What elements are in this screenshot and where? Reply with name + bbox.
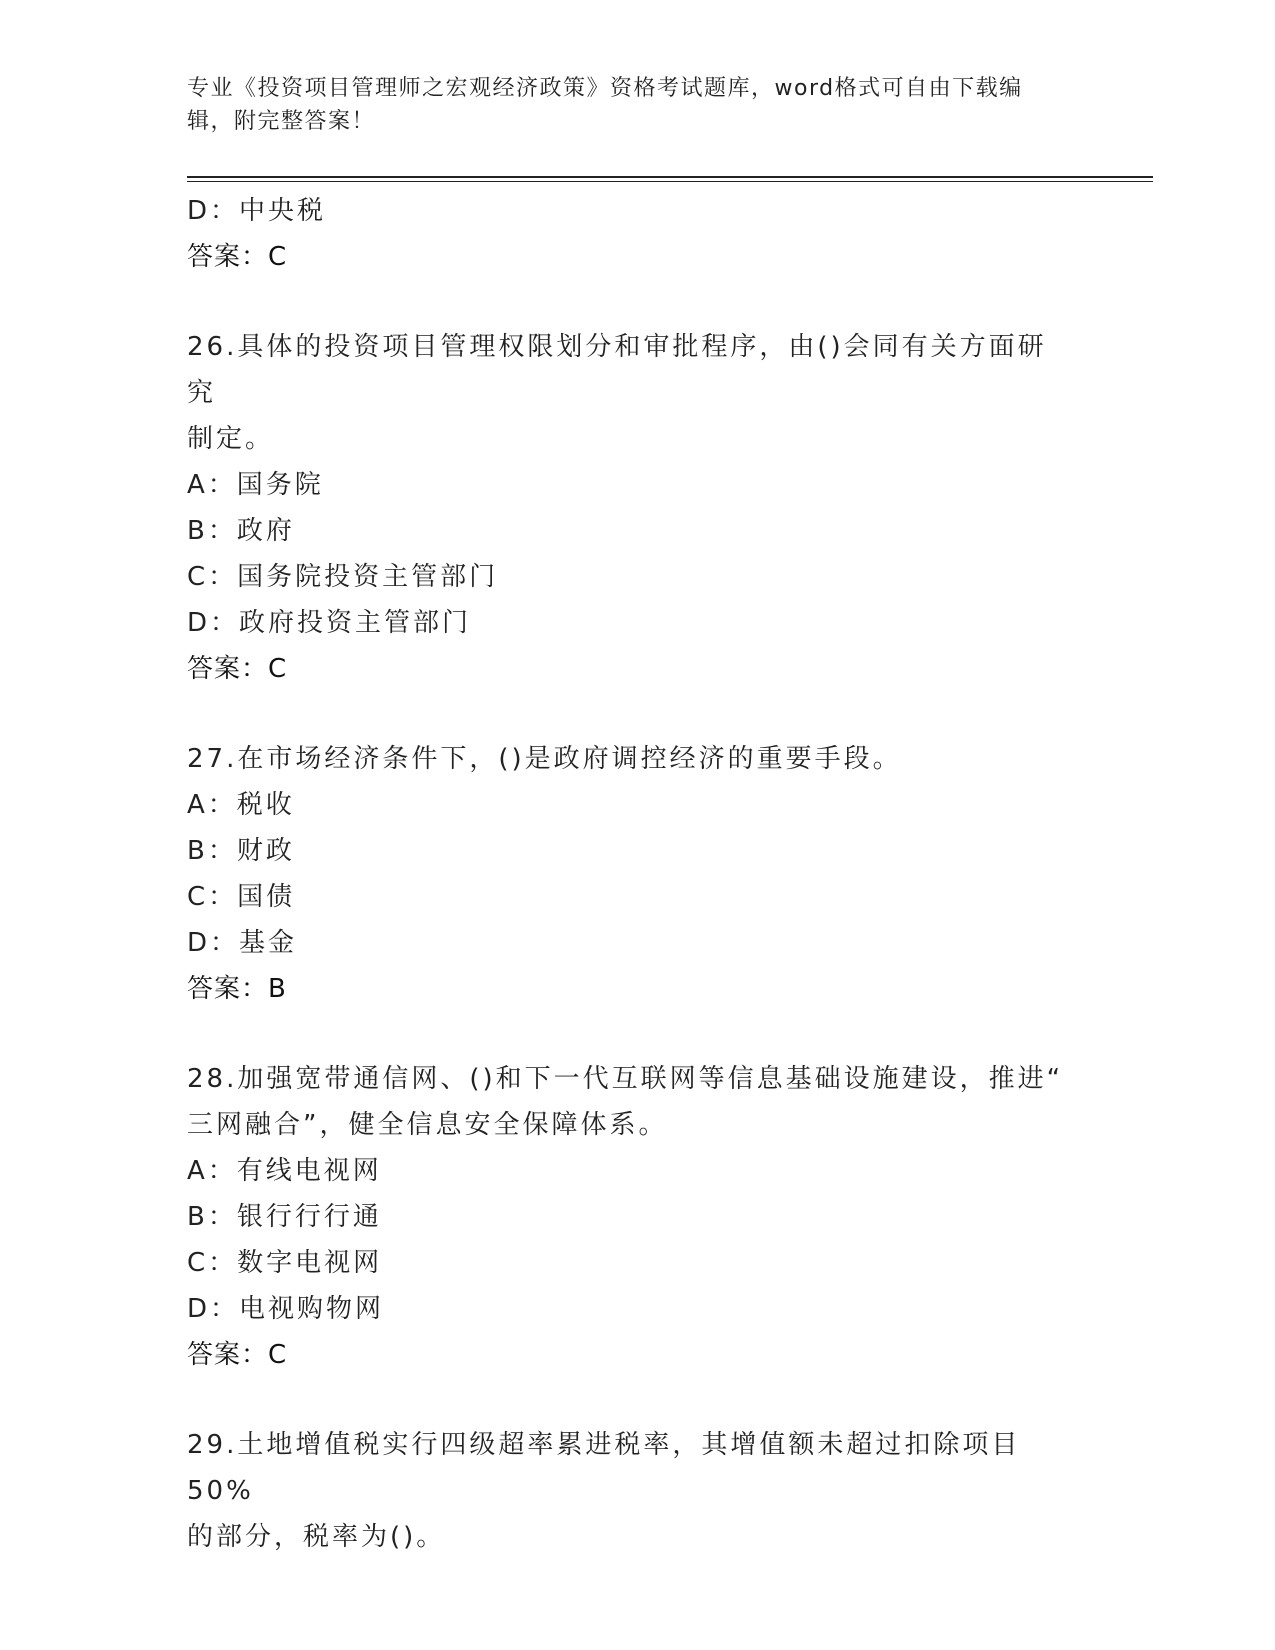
answer-line: 答案：C [187,1340,288,1370]
option-b: B：财政 [187,836,295,866]
option-d: D：电视购物网 [187,1294,385,1324]
question-27 [187,736,1087,1012]
question-text: 28.加强宽带通信网、()和下一代互联网等信息基础设施建设，推进“ [187,1064,1064,1094]
option-a: A：税收 [187,790,295,820]
question-list [187,188,1087,1560]
header-line-1: 专业《投资项目管理师之宏观经济政策》资格考试题库，word格式可自由下载编 [187,76,1023,101]
header-rule-thin [187,181,1153,182]
answer-line: 答案：B [187,974,287,1004]
option-d: D：中央税 [187,196,327,226]
header-line-2: 辑，附完整答案！ [187,109,376,134]
question-text-continued: 制定。 [187,424,275,454]
page-header [187,72,1067,138]
question-text-continued: 的部分，税率为()。 [187,1522,446,1552]
option-c: C：国务院投资主管部门 [187,562,499,592]
option-b: B：银行行行通 [187,1202,382,1232]
question-29 [187,1422,1087,1560]
answer-line: 答案：C [187,654,288,684]
option-a: A：有线电视网 [187,1156,382,1186]
question-text: 27.在市场经济条件下，()是政府调控经济的重要手段。 [187,744,902,774]
question-26 [187,324,1087,692]
option-a: A：国务院 [187,470,324,500]
option-b: B：政府 [187,516,295,546]
question-text-continued: 三网融合”，健全信息安全保障体系。 [187,1110,668,1140]
answer-line: 答案：C [187,242,288,272]
option-d: D：基金 [187,928,298,958]
option-c: C：国债 [187,882,296,912]
question-text: 29.土地增值税实行四级超率累进税率，其增值额未超过扣除项目50% [187,1430,1021,1506]
previous-question-tail [187,188,1087,280]
option-c: C：数字电视网 [187,1248,383,1278]
option-d: D：政府投资主管部门 [187,608,472,638]
question-28 [187,1056,1087,1378]
header-rule-thick [187,176,1153,178]
question-text: 26.具体的投资项目管理权限划分和审批程序，由()会同有关方面研究 [187,332,1047,408]
